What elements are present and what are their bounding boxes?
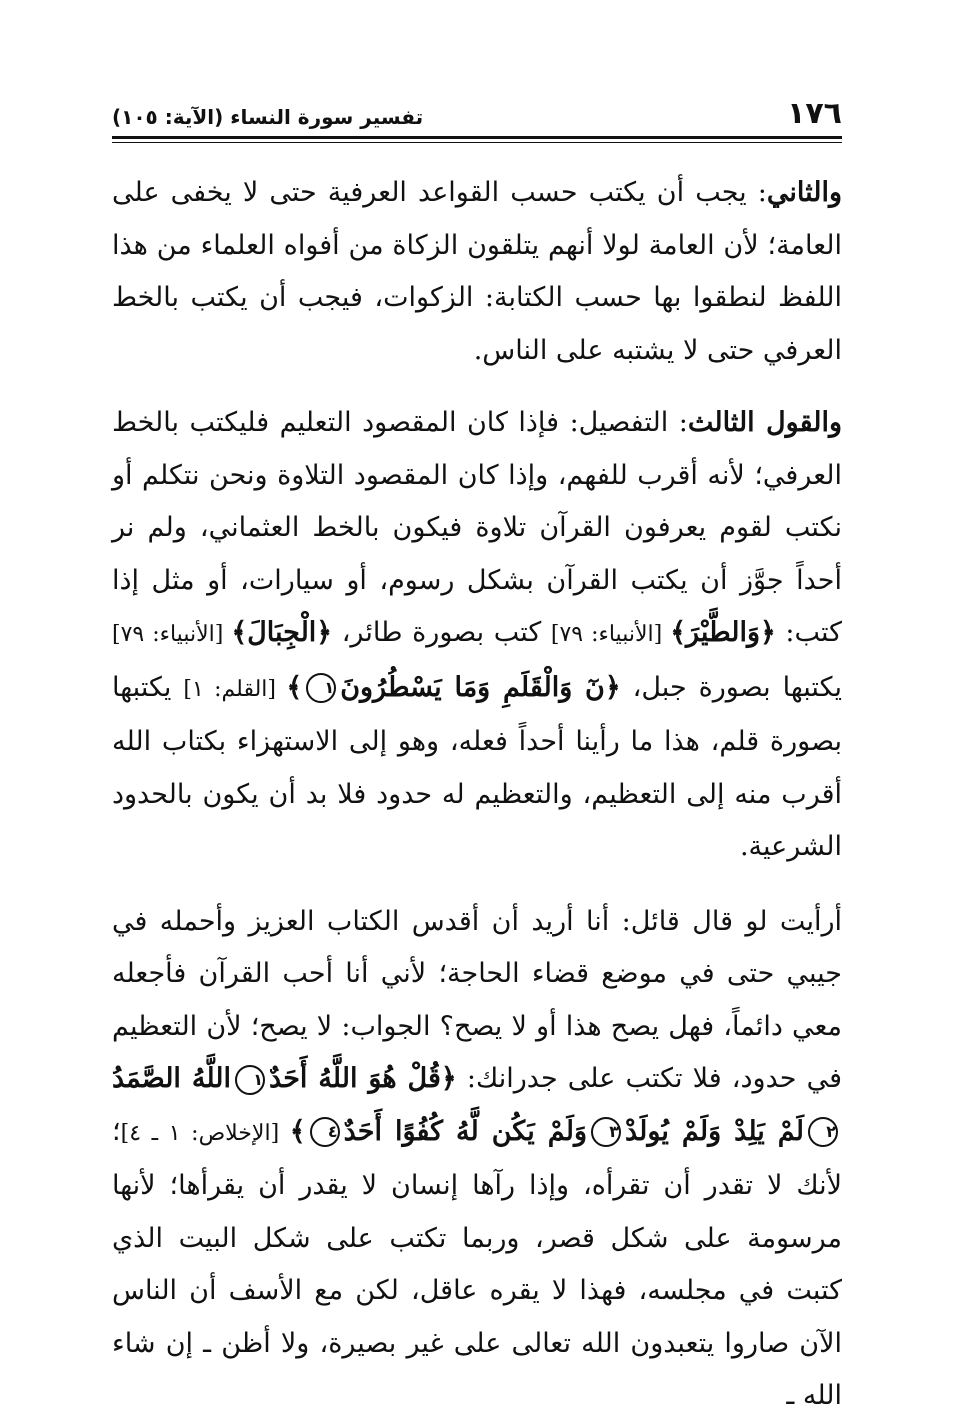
ayah-number-marker: ١ [306,673,336,703]
quran-quote: ﴿قُلْ هُوَ اللَّهُ أَحَدٌ [269,1063,457,1094]
paragraph-lead: والقول الثالث [687,407,842,438]
quran-quote: ﴿نٓ وَالْقَلَمِ وَمَا يَسْطُرُونَ [340,671,621,703]
paragraph-text: يكتبها بصورة جبل، [620,671,842,703]
verse-reference: [الأنبياء: ٧٩] [112,622,232,647]
quran-quote: ﴿الْجِبَالَ﴾ [231,617,333,648]
quran-quote: لَمْ يَلِدْ وَلَمْ يُولَدْ [624,1115,804,1147]
ayah-number-marker: ٣ [591,1117,621,1147]
quran-quote: اللَّهُ الصَّمَدُ [112,1063,232,1094]
quran-quote: ﴿وَالطَّيْرَ﴾ [670,617,776,648]
paragraph-second-opinion [112,167,842,377]
verse-reference: [الأنبياء: ٧٩] [550,622,671,647]
paragraph-text: يكتبها بصورة قلم، هذا ما رأينا أحداً فعله، وهو إلى الاستهزاء بكتاب الله أقرب منه إلى التعظيم، والتعظيم له حدود فلا بد أن يكون بالحدود الشرعية. [112,671,842,862]
ayah-number-marker: ٢ [808,1117,838,1147]
book-page [112,92,842,1423]
paragraph-text: ؛ لأنك لا تقدر أن تقرأه، وإذا رآها إنسان لا يقدر أن يقرأها؛ لأنها مرسومة على شكل قصر، وربما تكتب على شكل البيت الذي كتبت في مجلسه، فهذا لا يقره عاقل، لكن مع الأسف أن الناس الآن صاروا يتعبدون الله تعالى على غير بصيرة، ولا أظن ـ إن شاء الله ـ [112,1115,842,1411]
ayah-number-marker: ١ [235,1065,265,1095]
header-rule-thin [112,142,842,143]
verse-reference: [الإخلاص: ١ ـ ٤] [120,1120,290,1146]
running-title: تفسير سورة النساء (الآية: ١٠٥) [112,105,424,129]
paragraph-text: أرأيت لو قال قائل: أنا أريد أن أقدس الكتاب العزيز وأحمله في جيبي حتى في موضع قضاء الحاجة؛ لأني أنا أحب القرآن فأجعله معي دائماً، فهل يصح هذا أو لا يصح؟ الجواب: لا يصح؛ لأن التعظيم في حدود، فلا تكتب على جدرانك: [112,905,842,1094]
ayah-number-marker: ٤ [310,1117,340,1147]
page-header [112,92,842,132]
paragraph-text: : التفصيل: فإذا كان المقصود التعليم فليكتب بالخط العرفي؛ لأنه أقرب للفهم، وإذا كان المقصود التلاوة ونحن نتكلم أو نكتب لقوم يعرفون القرآن تلاوة فيكون بالخط العثماني، ولم نر أحداً جوَّز أن يكتب القرآن بشكل رسوم، أو سيارات، أو مثل إذا كتب: [112,407,843,648]
quran-quote-close: ﴾ [289,1115,306,1147]
paragraph-text: كتب بصورة طائر، [332,617,551,648]
paragraph-third-opinion [112,397,842,874]
header-rule-thick [112,136,842,139]
paragraph-lead: والثاني [766,177,842,208]
paragraph-text: : يجب أن يكتب حسب القواعد العرفية حتى لا يخفى على العامة؛ لأن العامة لولا أنهم يتلقون الزكاة من أفواه العلماء من هذا اللفظ لنطقوا بها حسب الكتابة: الزكوات، فيجب أن يكتب بالخط العرفي حتى لا يشتبه على الناس. [112,177,842,366]
verse-reference: [القلم: ١] [183,676,287,702]
quran-quote: وَلَمْ يَكُن لَّهُ كُفُوًا أَحَدٌ [343,1115,587,1147]
quran-quote-close: ﴾ [286,671,303,703]
paragraph-question [112,896,842,1423]
page-number: ١٧٦ [787,96,842,131]
